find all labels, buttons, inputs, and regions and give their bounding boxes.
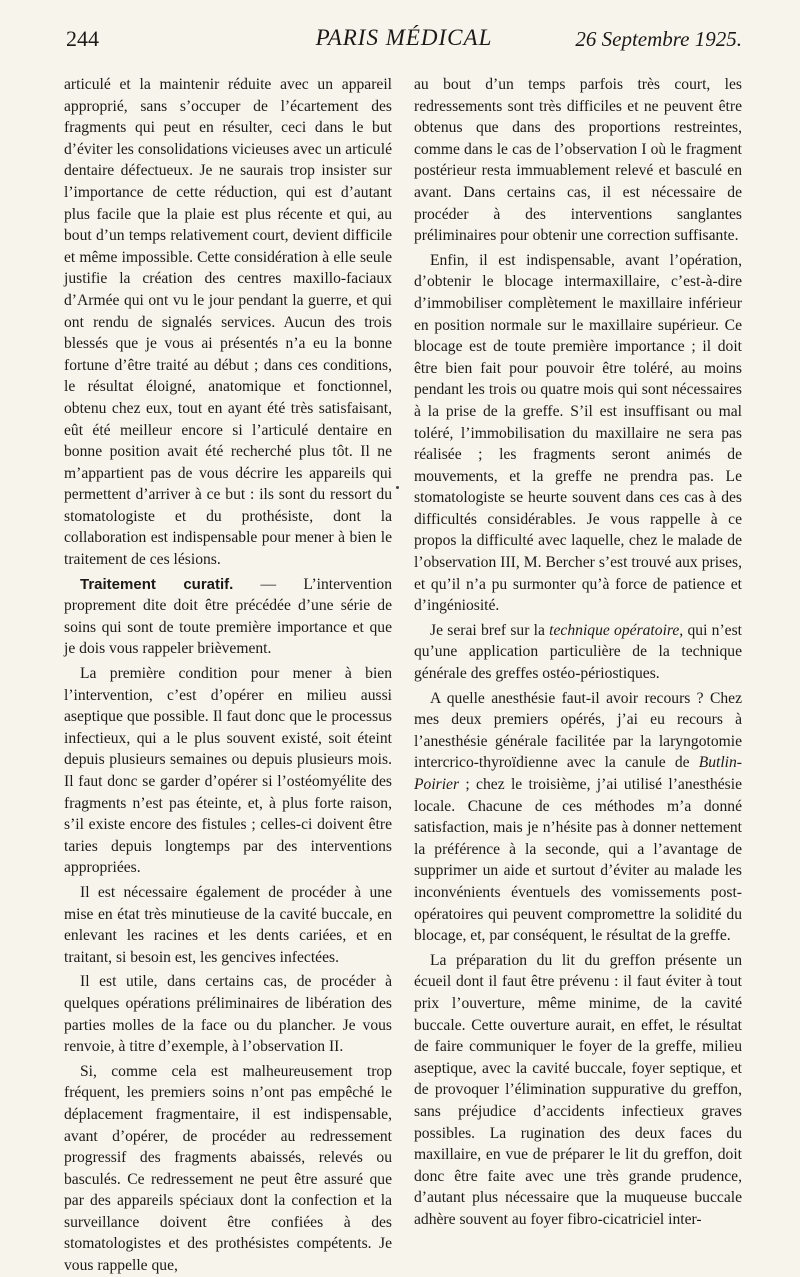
paragraph-text: Je serai bref sur la bbox=[430, 621, 550, 639]
paragraph-text: A quelle anesthésie faut-il avoir recours ? Chez mes deux premiers opérés, j’ai eu recours à l’anesthésie générale facilitée par la laryngotomie intercrico-thyroïdienne avec la canule de bbox=[414, 689, 742, 772]
journal-title: PARIS MÉDICAL bbox=[315, 25, 493, 50]
running-header bbox=[66, 20, 742, 60]
paragraph: La première condition pour mener à bien l’intervention, c’est d’opérer en milieu aussi aseptique que possible. Il faut donc que le processus infectieux, qui a le plus souvent existé, soit éteint depuis plusieurs semaines ou depuis plusieurs mois. Il faut donc se garder d’opérer si l’ostéomyélite des fragments n’est pas éteinte, et, à plus forte raison, s’il existe encore des fistules ; celles-ci doivent être taries depuis longtemps par des interventions appropriées. bbox=[64, 665, 392, 877]
paragraph-traitement-curatif bbox=[64, 574, 392, 660]
italic-term: Butlin-Poirier bbox=[414, 754, 742, 793]
paragraph: Il est utile, dans certains cas, de procéder à quelques opérations préliminaires de libération des parties molles de la face ou du plancher. Je vous renvoie, à titre d’exemple, à l’observation II. bbox=[64, 973, 392, 1056]
paragraph: La préparation du lit du greffon présente un écueil dont il faut être prévenu : il faut éviter à tout prix l’ouverture, même minime, de la cavité buccale. Cette ouverture aurait, en effet, le résultat de faire communiquer le foyer de la greffe, milieu aseptique, avec la cavité buccale, foyer septique, et de provoquer l’élimination suppurative du greffon, sans préjudice d’accidents infectieux graves possibles. La rugination des deux faces du maxillaire, en vue de préparer le lit du greffon, doit donc être faite avec une très grande prudence, d’autant plus nécessaire que la muqueuse buccale adhère souvent au foyer fibro-cicatriciel inter- bbox=[414, 951, 742, 1228]
paragraph-technique bbox=[414, 620, 742, 685]
issue-date: 26 Septembre 1925. bbox=[575, 27, 742, 51]
paragraph: Si, comme cela est malheureusement trop fréquent, les premiers soins n’ont pas empêché le déplacement fragmentaire, il est indispensable, avant d’opérer, de procéder au redressement progressif des fragments abaissés, relevés ou basculés. Ce redressement ne peut être assuré que par des appareils spéciaux dont la confection et la surveillance doivent être confiées à des stomatologistes et des prothésistes compétents. Je vous rappelle que, bbox=[64, 1062, 392, 1275]
section-heading: Traitement curatif. bbox=[80, 575, 234, 593]
right-column bbox=[414, 74, 742, 1230]
paragraph: au bout d’un temps parfois très court, les redressements sont très difficiles et ne peuvent être obtenus que dans des proportions restreintes, comme dans le cas de l’observation I où le fragment postérieur resta immuablement relevé et basculé en avant. Dans certains cas, il est nécessaire de procéder à des interventions sanglantes préliminaires pour obtenir une correction suffisante. bbox=[414, 76, 742, 245]
paragraph-anesthesie bbox=[414, 688, 742, 947]
paragraph-text: qui n’est qu’une application particulière de la technique générale des greffes ostéo-périostiques. bbox=[414, 621, 742, 683]
paragraph: Enfin, il est indispensable, avant l’opération, d’obtenir le blocage intermaxillaire, c’est-à-dire d’immobiliser complètement le maxillaire inférieur en position normale sur le maxillaire supérieur. Ce blocage est de toute première importance ; il doit être bien fait pour pouvoir être toléré, au moins pendant les trois ou quatre mois qui sont nécessaires à la prise de la greffe. S’il est insuffisant ou mal toléré, l’immobilisation du maxillaire ne sera pas réalisée ; les fragments seront animés de mouvements, et la greffe ne prendra pas. Le stomatologiste se heurte souvent dans ces cas à des difficultés considérables. Je vous rappelle à ce propos la difficulté avec laquelle, chez le malade de l’observation III, M. Bercher s’est trouvé aux prises, et qu’il n’a pu surmonter qu’à force de patience et d’ingéniosité. bbox=[414, 251, 742, 615]
paragraph-text: ; chez le troisième, j’ai utilisé l’anesthésie locale. Chacune de ces méthodes m’a donné satisfaction, mais je n’hésite pas à donner nettement la préférence à la seconde, qui a l’avantage de supprimer un aide et surtout d’éviter au malade les inconvénients éventuels des vomissements post-opératoires qui peuvent compromettre la solidité du blocage, et, par conséquent, le résultat de la greffe. bbox=[414, 776, 742, 945]
italic-term: technique opératoire, bbox=[549, 621, 684, 639]
paragraph: articulé et la maintenir réduite avec un appareil approprié, sans s’occuper de l’écartement des fragments qui peut en résulter, ceci dans le but d’éviter les consolidations vicieuses avec un articulé dentaire défectueux. Je ne saurais trop insister sur l’importance de cette réduction, qui est d’autant plus facile que la plaie est plus récente et qui, au bout d’un temps relativement court, devient difficile et même impossible. Cette considération à elle seule justifie la création des centres maxillo-faciaux d’Armée qui ont vu le jour pendant la guerre, et qui ont rendu de signalés services. Aucun des trois blessés que je vous ai présentés n’a eu la bonne fortune d’être traité au début ; dans ces conditions, le résultat éloigné, anatomique et fonctionnel, obtenu chez eux, tout en ayant été très satisfaisant, eût été meilleur encore si l’articulé dentaire en bonne position avait été recherché plus tôt. Il ne m’appartient pas de vous décrire les appareils qui permettent d’arriver à ce but : ils sont du ressort du stomatologiste et du prothésiste, dont la collaboration est indispensable pour mener à bien le traitement de ces lésions. bbox=[64, 76, 392, 569]
page-number: 244 bbox=[66, 26, 99, 51]
paragraph-text: — L’intervention proprement dite doit être précédée d’une série de soins qui sont de toute première importance et que je dois vous rappeler brièvement. bbox=[64, 575, 392, 658]
paragraph: Il est nécessaire également de procéder à une mise en état très minutieuse de la cavité buccale, en enlevant les racines et les dents cariées, et en traitant, si besoin est, les gencives infectées. bbox=[64, 883, 392, 966]
left-column bbox=[64, 74, 392, 1277]
print-speck bbox=[396, 486, 399, 489]
